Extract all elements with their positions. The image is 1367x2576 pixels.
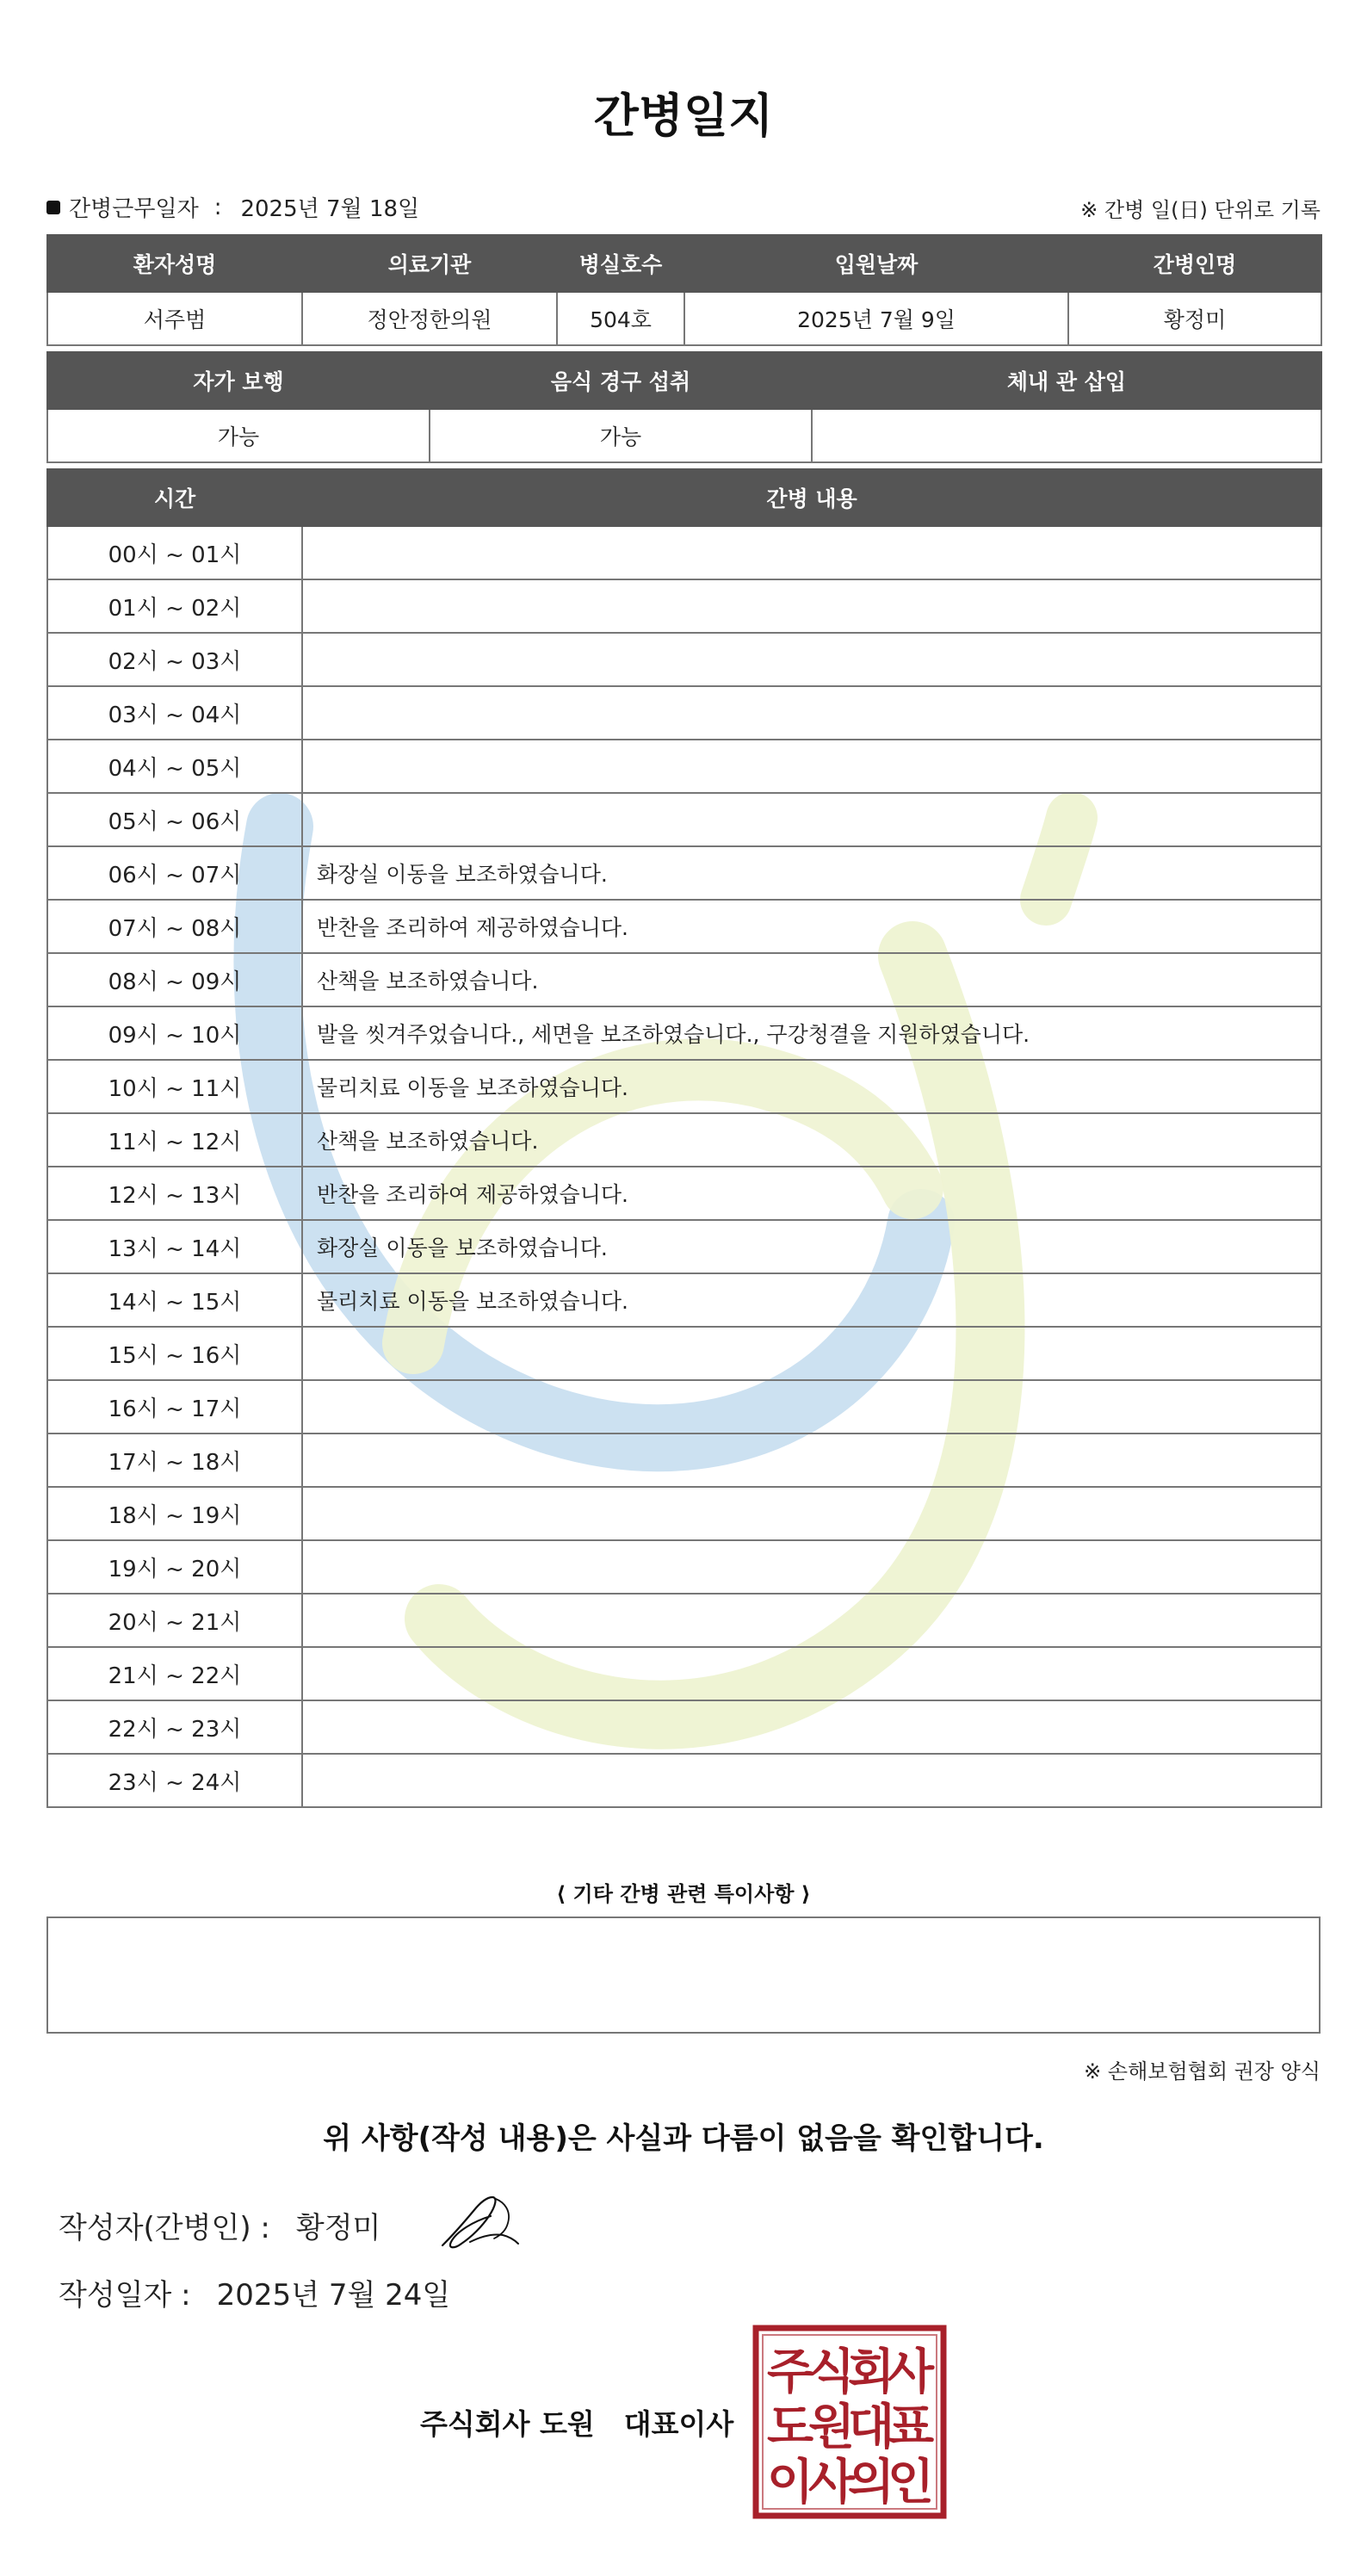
care-time: 20시 ~ 21시: [47, 1594, 302, 1647]
care-time: 23시 ~ 24시: [47, 1754, 302, 1807]
svg-text:도: 도: [766, 2400, 814, 2455]
svg-text:사: 사: [807, 2455, 856, 2511]
written-date-row: [59, 2271, 450, 2313]
svg-text:인: 인: [887, 2455, 935, 2511]
writer-row: [59, 2204, 380, 2246]
care-row: [47, 1754, 1321, 1807]
remarks-box: [46, 1917, 1321, 2034]
care-row: [47, 953, 1321, 1006]
hourly-care-table: [46, 468, 1322, 1808]
oral-intake-value: 가능: [430, 409, 812, 462]
care-row: [47, 1700, 1321, 1754]
patient-status-table: [46, 351, 1322, 463]
care-row: [47, 526, 1321, 579]
care-time: 14시 ~ 15시: [47, 1273, 302, 1327]
patient-info-header-row: [47, 235, 1321, 292]
care-time: 06시 ~ 07시: [47, 846, 302, 900]
care-time: 09시 ~ 10시: [47, 1006, 302, 1060]
care-task: [302, 633, 1321, 686]
header-oral-intake: 음식 경구 섭취: [430, 352, 812, 409]
care-rows: [47, 526, 1321, 1807]
patient-name: 서주범: [47, 292, 302, 345]
care-task: [302, 1434, 1321, 1487]
header-time: 시간: [47, 469, 302, 526]
care-row: [47, 1167, 1321, 1220]
care-time: 01시 ~ 02시: [47, 579, 302, 633]
caregiver-name: 황정미: [1068, 292, 1321, 345]
care-row: [47, 1647, 1321, 1700]
care-task: 반찬을 조리하여 제공하였습니다.: [302, 900, 1321, 953]
care-row: [47, 1273, 1321, 1327]
svg-text:대: 대: [847, 2400, 895, 2455]
header-room: 병실호수: [557, 235, 684, 292]
self-walking-value: 가능: [47, 409, 430, 462]
svg-text:원: 원: [807, 2400, 856, 2455]
care-time: 12시 ~ 13시: [47, 1167, 302, 1220]
header-tube-insertion: 체내 관 삽입: [812, 352, 1321, 409]
confirmation-statement: 위 사항(작성 내용)은 사실과 다름이 없음을 확인합니다.: [323, 2121, 1044, 2156]
header-caregiver-name: 간병인명: [1068, 235, 1321, 292]
care-task: 화장실 이동을 보조하였습니다.: [302, 846, 1321, 900]
representative-title: 대표이사: [623, 2407, 734, 2441]
care-time: 00시 ~ 01시: [47, 526, 302, 579]
record-note: ※ 간병 일(日) 단위로 기록: [1080, 198, 1321, 222]
care-time: 08시 ~ 09시: [47, 953, 302, 1006]
patient-status-value-row: [47, 409, 1321, 462]
care-row: [47, 846, 1321, 900]
company-line: [420, 2402, 733, 2443]
care-row: [47, 1540, 1321, 1594]
care-time: 21시 ~ 22시: [47, 1647, 302, 1700]
company-name: 주식회사 도원: [420, 2407, 595, 2441]
care-time: 04시 ~ 05시: [47, 740, 302, 793]
writer-label: 작성자(간병인) :: [59, 2211, 270, 2245]
care-time: 19시 ~ 20시: [47, 1540, 302, 1594]
care-task: 반찬을 조리하여 제공하였습니다.: [302, 1167, 1321, 1220]
care-time: 18시 ~ 19시: [47, 1487, 302, 1540]
svg-text:표: 표: [887, 2400, 935, 2455]
signature-icon: [436, 2192, 522, 2256]
written-date-value: 2025년 7월 24일: [216, 2278, 451, 2313]
care-task: 물리치료 이동을 보조하였습니다.: [302, 1060, 1321, 1113]
care-task: [302, 526, 1321, 579]
svg-text:이: 이: [766, 2455, 814, 2511]
care-row: [47, 686, 1321, 740]
care-row: [47, 1006, 1321, 1060]
care-task: 발을 씻겨주었습니다., 세면을 보조하였습니다., 구강청결을 지원하였습니다.: [302, 1006, 1321, 1060]
work-date-row: [46, 191, 419, 223]
patient-status-header-row: [47, 352, 1321, 409]
tube-insertion-value: [812, 409, 1321, 462]
care-row: [47, 1594, 1321, 1647]
care-row: [47, 633, 1321, 686]
header-self-walking: 자가 보행: [47, 352, 430, 409]
svg-text:식: 식: [807, 2344, 856, 2400]
work-date-separator: :: [213, 194, 222, 220]
header-hospital: 의료기관: [302, 235, 557, 292]
care-task: [302, 793, 1321, 846]
care-task: [302, 686, 1321, 740]
care-task: [302, 1327, 1321, 1380]
care-time: 16시 ~ 17시: [47, 1380, 302, 1434]
company-seal-icon: [752, 2325, 947, 2519]
care-task: [302, 1380, 1321, 1434]
header-patient-name: 환자성명: [47, 235, 302, 292]
care-time: 22시 ~ 23시: [47, 1700, 302, 1754]
care-row: [47, 1060, 1321, 1113]
care-row: [47, 1220, 1321, 1273]
care-task: [302, 1754, 1321, 1807]
care-time: 11시 ~ 12시: [47, 1113, 302, 1167]
admission-date: 2025년 7월 9일: [684, 292, 1068, 345]
care-time: 07시 ~ 08시: [47, 900, 302, 953]
care-row: [47, 793, 1321, 846]
care-row: [47, 740, 1321, 793]
care-task: [302, 1647, 1321, 1700]
care-time: 13시 ~ 14시: [47, 1220, 302, 1273]
svg-text:회: 회: [847, 2344, 895, 2400]
care-task: 산책을 보조하였습니다.: [302, 953, 1321, 1006]
care-time: 03시 ~ 04시: [47, 686, 302, 740]
care-task: [302, 579, 1321, 633]
care-row: [47, 579, 1321, 633]
care-header-row: [47, 469, 1321, 526]
care-row: [47, 1434, 1321, 1487]
page-title: 간병일지: [593, 89, 774, 143]
care-task: [302, 1700, 1321, 1754]
svg-text:주: 주: [766, 2344, 814, 2400]
svg-text:사: 사: [887, 2344, 935, 2400]
care-time: 05시 ~ 06시: [47, 793, 302, 846]
care-row: [47, 1327, 1321, 1380]
patient-info-table: [46, 234, 1322, 346]
care-task: 화장실 이동을 보조하였습니다.: [302, 1220, 1321, 1273]
care-task: [302, 740, 1321, 793]
hospital-name: 정안정한의원: [302, 292, 557, 345]
care-task: [302, 1594, 1321, 1647]
square-bullet-icon: [46, 201, 60, 214]
care-time: 10시 ~ 11시: [47, 1060, 302, 1113]
care-row: [47, 1487, 1321, 1540]
care-task: [302, 1487, 1321, 1540]
header-care-content: 간병 내용: [302, 469, 1321, 526]
care-time: 15시 ~ 16시: [47, 1327, 302, 1380]
remarks-title: ⟨ 기타 간병 관련 특이사항 ⟩: [556, 1882, 811, 1906]
care-task: 산책을 보조하였습니다.: [302, 1113, 1321, 1167]
svg-text:의: 의: [847, 2455, 895, 2511]
header-admission-date: 입원날짜: [684, 235, 1068, 292]
care-time: 17시 ~ 18시: [47, 1434, 302, 1487]
work-date-value: 2025년 7월 18일: [240, 196, 420, 222]
care-task: [302, 1540, 1321, 1594]
care-row: [47, 1380, 1321, 1434]
writer-name: 황정미: [295, 2211, 381, 2245]
care-time: 02시 ~ 03시: [47, 633, 302, 686]
form-note: ※ 손해보험협회 권장 양식: [1084, 2059, 1321, 2084]
written-date-label: 작성일자 :: [59, 2278, 191, 2313]
room-number: 504호: [557, 292, 684, 345]
care-row: [47, 1113, 1321, 1167]
care-task: 물리치료 이동을 보조하였습니다.: [302, 1273, 1321, 1327]
care-row: [47, 900, 1321, 953]
patient-info-value-row: [47, 292, 1321, 345]
work-date-label: 간병근무일자: [69, 196, 199, 222]
